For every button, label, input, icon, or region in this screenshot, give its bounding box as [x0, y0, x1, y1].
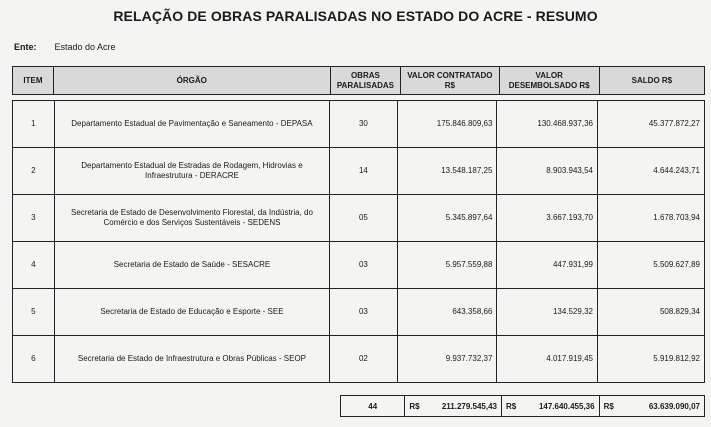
data-table: [12, 100, 705, 383]
cell-saldo: 5.509.627,89: [598, 242, 705, 289]
table-row: [13, 289, 705, 336]
cell-orgao: Secretaria de Estado de Infraestrutura e Obras Públicas - SEOP: [54, 336, 329, 383]
cell-contratado: 9.937.732,37: [397, 336, 497, 383]
total-saldo: R$ 63.639.090,07: [599, 396, 704, 417]
cell-desembolsado: 8.903.943,54: [497, 148, 598, 195]
cell-orgao: Secretaria de Estado de Educação e Esporte - SEE: [54, 289, 329, 336]
cell-orgao: Secretaria de Estado de Desenvolvimento Florestal, da Indústria, do Comércio e dos Serviços Sustentáveis - SEDENS: [54, 195, 329, 242]
total-desembolsado: R$ 147.640.455,36: [501, 396, 599, 417]
page-title: RELAÇÃO DE OBRAS PARALISADAS NO ESTADO DO ACRE - RESUMO: [113, 8, 598, 24]
table-row: [13, 336, 705, 383]
cell-item: 3: [13, 195, 55, 242]
ente-value: Estado do Acre: [54, 42, 116, 52]
header-desembolsado: VALOR DESEMBOLSADO R$: [499, 67, 599, 95]
total-contratado: R$ 211.279.545,43: [405, 396, 502, 417]
cell-item: 1: [13, 101, 55, 148]
cell-contratado: 643.358,66: [397, 289, 497, 336]
table-row: [13, 148, 705, 195]
cell-desembolsado: 4.017.919,45: [497, 336, 598, 383]
cell-desembolsado: 130.468.937,36: [497, 101, 598, 148]
cell-orgao: Secretaria de Estado de Saúde - SESACRE: [54, 242, 329, 289]
table-header: [12, 66, 705, 95]
cell-saldo: 5.919.812,92: [598, 336, 705, 383]
cell-desembolsado: 447.931,99: [497, 242, 598, 289]
cell-orgao: Departamento Estadual de Pavimentação e Saneamento - DEPASA: [54, 101, 329, 148]
cell-saldo: 4.644.243,71: [598, 148, 705, 195]
header-obras: OBRAS PARALISADAS: [330, 67, 400, 95]
cell-item: 6: [13, 336, 55, 383]
total-obras: 44: [341, 396, 405, 417]
table-row: [13, 242, 705, 289]
header-saldo: SALDO R$: [599, 67, 704, 95]
cell-contratado: 5.345.897,64: [397, 195, 497, 242]
cell-saldo: 1.678.703,94: [598, 195, 705, 242]
cell-obras: 03: [330, 242, 398, 289]
cell-contratado: 175.846.809,63: [397, 101, 497, 148]
cell-obras: 03: [330, 289, 398, 336]
header-item: ITEM: [13, 67, 54, 95]
cell-desembolsado: 134.529,32: [497, 289, 598, 336]
cell-saldo: 45.377.872,27: [598, 101, 705, 148]
table-row: [13, 101, 705, 148]
cell-desembolsado: 3.667.193,70: [497, 195, 598, 242]
cell-contratado: 5.957.559,88: [397, 242, 497, 289]
totals-row: [340, 395, 705, 417]
table-row: [13, 195, 705, 242]
cell-obras: 30: [330, 101, 398, 148]
cell-obras: 05: [330, 195, 398, 242]
cell-item: 4: [13, 242, 55, 289]
ente-line: [14, 42, 116, 52]
cell-orgao: Departamento Estadual de Estradas de Rodagem, Hidrovias e Infraestrutura - DERACRE: [54, 148, 329, 195]
header-contratado: VALOR CONTRATADO R$: [401, 67, 499, 95]
cell-obras: 02: [330, 336, 398, 383]
cell-saldo: 508.829,34: [598, 289, 705, 336]
cell-obras: 14: [330, 148, 398, 195]
cell-item: 5: [13, 289, 55, 336]
cell-contratado: 13.548.187,25: [397, 148, 497, 195]
cell-item: 2: [13, 148, 55, 195]
ente-label: Ente:: [14, 42, 37, 52]
header-orgao: ÓRGÃO: [53, 67, 330, 95]
